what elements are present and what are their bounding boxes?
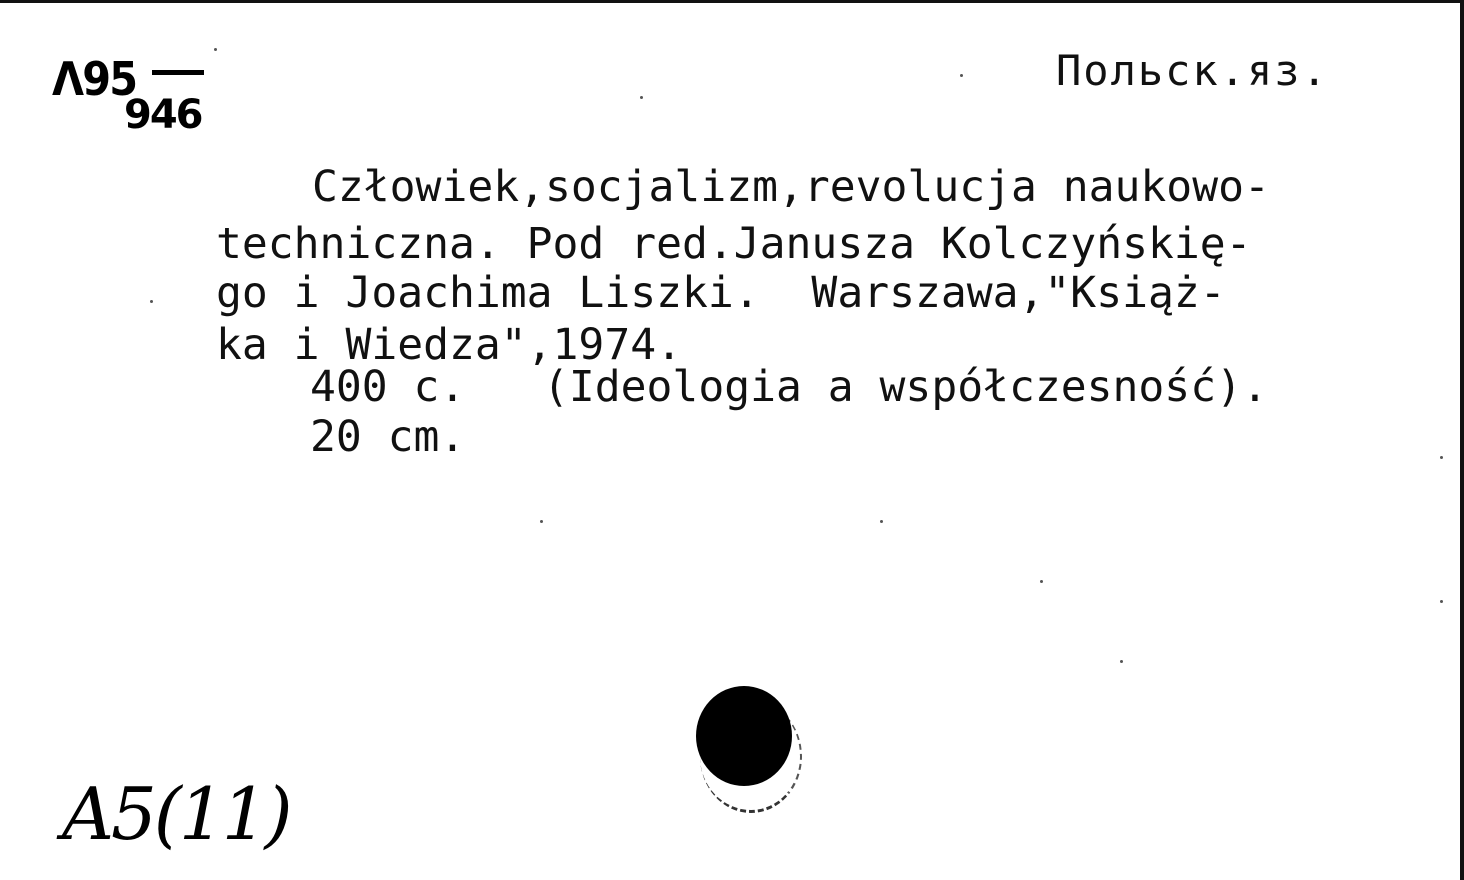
shelf-mark: Λ95 (52, 52, 137, 106)
speck (880, 520, 883, 523)
entry-line-5: 400 c. (Ideologia a współczesność). (310, 362, 1268, 412)
speck (150, 300, 153, 303)
speck (1040, 580, 1043, 583)
speck (214, 48, 217, 51)
entry-line-4: ka i Wiedza",1974. (216, 320, 682, 370)
speck (540, 520, 543, 523)
card-top-edge (0, 0, 1464, 3)
language-heading: Польск.яз. (1056, 46, 1329, 95)
handwritten-stamp: A5(11) (62, 772, 290, 856)
entry-line-1: Człowiek,socjalizm,revolucja naukowo- (312, 162, 1270, 212)
speck (1440, 600, 1443, 603)
entry-line-2: techniczna. Pod red.Janusza Kolczyńskię- (216, 219, 1252, 269)
entry-line-6: 20 cm. (310, 412, 466, 462)
card-right-edge (1460, 0, 1464, 880)
speck (1120, 660, 1123, 663)
shelf-mark-sub: 946 (124, 92, 202, 138)
entry-line-3: go i Joachima Liszki. Warszawa,"Książ- (216, 268, 1226, 318)
speck (960, 74, 963, 77)
shelf-mark-overbar (152, 70, 204, 75)
speck (640, 96, 643, 99)
punch-hole (696, 686, 792, 786)
speck (1440, 456, 1443, 459)
